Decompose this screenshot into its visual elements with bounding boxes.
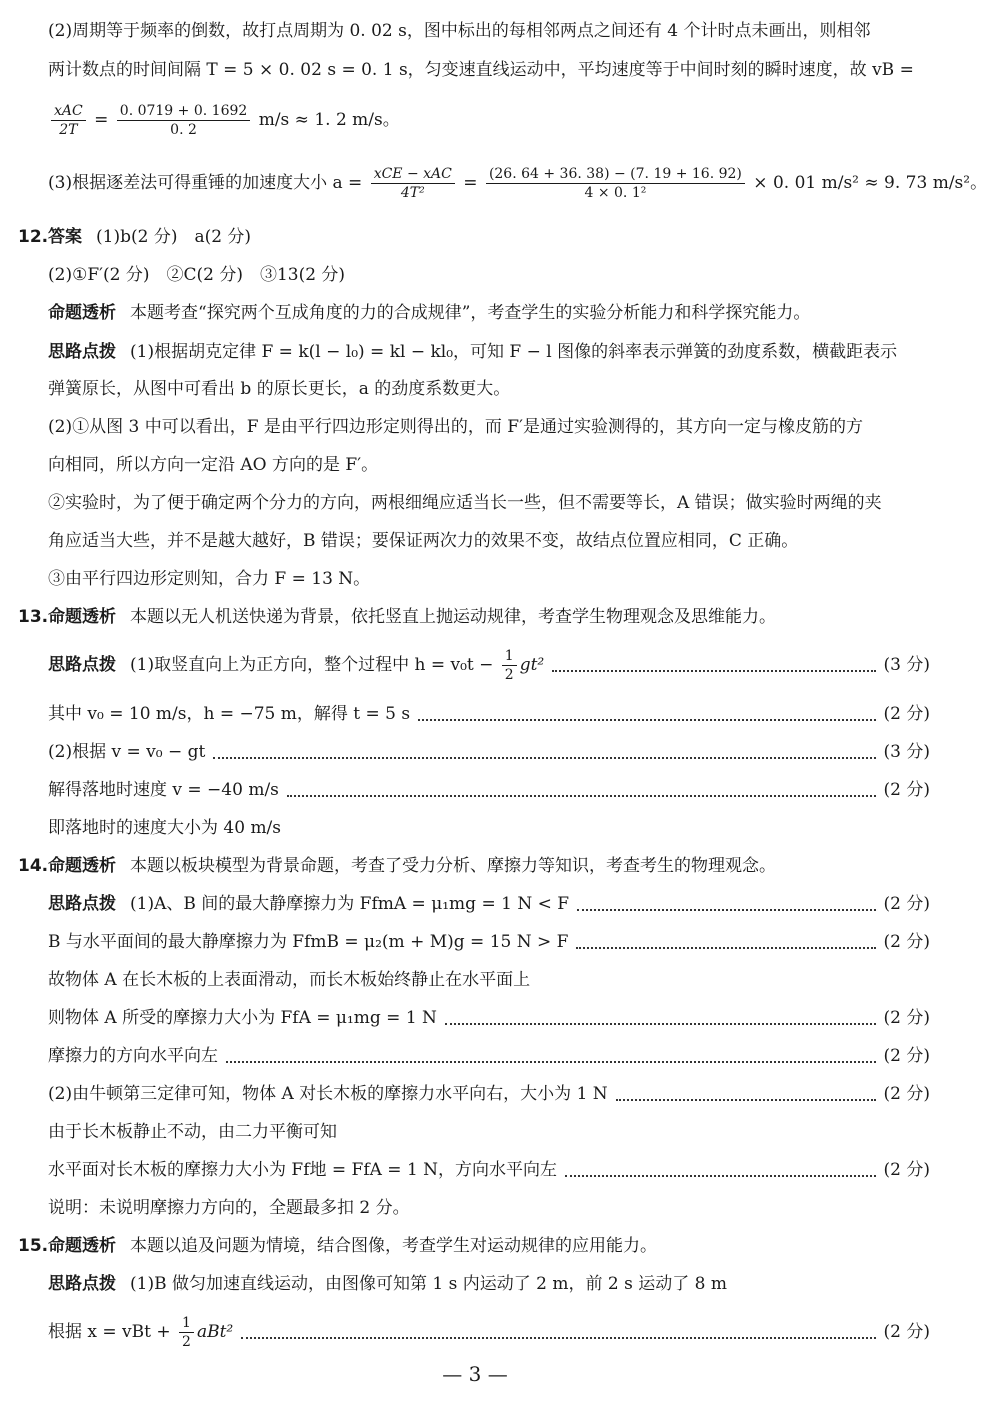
intent-line: 命题透析 本题以板块模型为背景命题，考查了受力分析、摩擦力等知识，考查考生的物理观念。 — [48, 856, 776, 876]
approach-line: 思路点拨 (1)B 做匀加速直线运动，由图像可知第 1 s 内运动了 2 m，前 2 s 运动了 8 m — [48, 1274, 727, 1294]
fraction: $\frac{0. 0719 + 0. 1692}{0. 2}$ — [117, 102, 251, 139]
formula-a: (3)根据逐差法可得重锤的加速度大小 a = $\frac{\text{xCE − xAC}}{\text{4T²}}$ = $\frac{(26. 64 + 36. 38) - (7. 19 + 16. 92)}{\text{4 × 0. 1²}}$ × 0. 01 m/s² ≈ 9. 73 m/s²。 — [48, 166, 987, 201]
fraction: $\frac{1}{2}$ — [502, 647, 517, 684]
text-line: 由于长木板静止不动，由二力平衡可知 — [48, 1122, 337, 1142]
text-line: 两计数点的时间间隔 T = 5 × 0. 02 s = 0. 1 s，匀变速直线运动中，平均速度等于中间时刻的瞬时速度，故 vB = — [48, 60, 914, 80]
text-line: 即落地时的速度大小为 40 m/s — [48, 818, 282, 838]
fraction: $\frac{\text{xCE − xAC}}{\text{4T²}}$ — [371, 165, 455, 202]
score-line: 则物体 A 所受的摩擦力大小为 FfA = μ₁mg = 1 N (2 分) — [48, 1008, 930, 1028]
intent-line: 命题透析 本题以追及问题为情境，结合图像，考查学生对运动规律的应用能力。 — [48, 1236, 657, 1256]
score-line: (2)由牛顿第三定律可知，物体 A 对长木板的摩擦力水平向右，大小为 1 N (2 分) — [48, 1084, 930, 1104]
text-line: 故物体 A 在长木板的上表面滑动，而长木板始终静止在水平面上 — [48, 970, 531, 990]
text-line: (2)周期等于频率的倒数，故打点周期为 0. 02 s，图中标出的每相邻两点之间还有 4 个计时点未画出，则相邻 — [48, 21, 871, 41]
fraction: $\frac{(26. 64 + 36. 38) - (7. 19 + 16. 92)}{\text{4 × 0. 1²}}$ — [486, 165, 745, 202]
score-line: (2)根据 v = v₀ − gt (3 分) — [48, 742, 930, 762]
text-line: (2)①F′(2 分) ②C(2 分) ③13(2 分) — [48, 265, 346, 285]
fraction: $\frac{\text{xAC}}{2T}$ — [51, 102, 86, 139]
page-number: — 3 — — [442, 1362, 508, 1386]
text-line: ②实验时，为了便于确定两个分力的方向，两根细绳应适当长一些，但不需要等长，A 错误；做实验时两绳的夹 — [48, 493, 882, 513]
question-number: 12. — [18, 227, 49, 247]
answer-line: 答案 (1)b(2 分) a(2 分) — [48, 227, 252, 247]
score-line: 解得落地时速度 v = −40 m/s (2 分) — [48, 780, 930, 800]
approach-line: 思路点拨 (1)根据胡克定律 F = k(l − l₀) = kl − kl₀，可知 F − l 图像的斜率表示弹簧的劲度系数，横截距表示 — [48, 342, 898, 362]
question-number: 14. — [18, 856, 49, 876]
score-line: 思路点拨 (1)A、B 间的最大静摩擦力为 FfmA = μ₁mg = 1 N < F (2 分) — [48, 894, 930, 914]
score-line: B 与水平面间的最大静摩擦力为 FfmB = μ₂(m + M)g = 15 N > F (2 分) — [48, 932, 930, 952]
score-line: 其中 v₀ = 10 m/s，h = −75 m，解得 t = 5 s (2 分) — [48, 704, 930, 724]
score-line: 水平面对长木板的摩擦力大小为 Ff地 = FfA = 1 N，方向水平向左 (2 分) — [48, 1160, 930, 1180]
formula-vb: $\frac{\text{xAC}}{2T}$ = $\frac{0. 0719 + 0. 1692}{0. 2}$ m/s ≈ 1. 2 m/s。 — [48, 100, 930, 140]
score-line: 思路点拨 (1)取竖直向上为正方向，整个过程中 h = v₀t − $\frac{1}{2}$ gt² (3 分) — [48, 648, 930, 683]
text-line: (2)①从图 3 中可以看出，F 是由平行四边形定则得出的，而 F′是通过实验测得的，其方向一定与橡皮筋的方 — [48, 417, 863, 437]
text-line: ③由平行四边形定则知，合力 F = 13 N。 — [48, 569, 371, 589]
text-line: 向相同，所以方向一定沿 AO 方向的是 F′。 — [48, 455, 379, 475]
intent-line: 命题透析 本题考查“探究两个互成角度的力的合成规律”，考查学生的实验分析能力和科学探究能力。 — [48, 303, 811, 323]
text-line: 角应适当大些，并不是越大越好，B 错误；要保证两次力的效果不变，故结点位置应相同，C 正确。 — [48, 531, 799, 551]
question-number: 15. — [18, 1236, 49, 1256]
text-line: 弹簧原长，从图中可看出 b 的原长更长，a 的劲度系数更大。 — [48, 379, 511, 399]
text-line: 说明：未说明摩擦力方向的，全题最多扣 2 分。 — [48, 1198, 410, 1218]
question-number: 13. — [18, 607, 49, 627]
intent-line: 命题透析 本题以无人机送快递为背景，依托竖直上抛运动规律，考查学生物理观念及思维能力。 — [48, 607, 776, 627]
score-line: 摩擦力的方向水平向左 (2 分) — [48, 1046, 930, 1066]
score-line: 根据 x = vBt + $\frac{1}{2}$ aBt² (2 分) — [48, 1315, 930, 1350]
fraction: $\frac{1}{2}$ — [179, 1314, 194, 1351]
